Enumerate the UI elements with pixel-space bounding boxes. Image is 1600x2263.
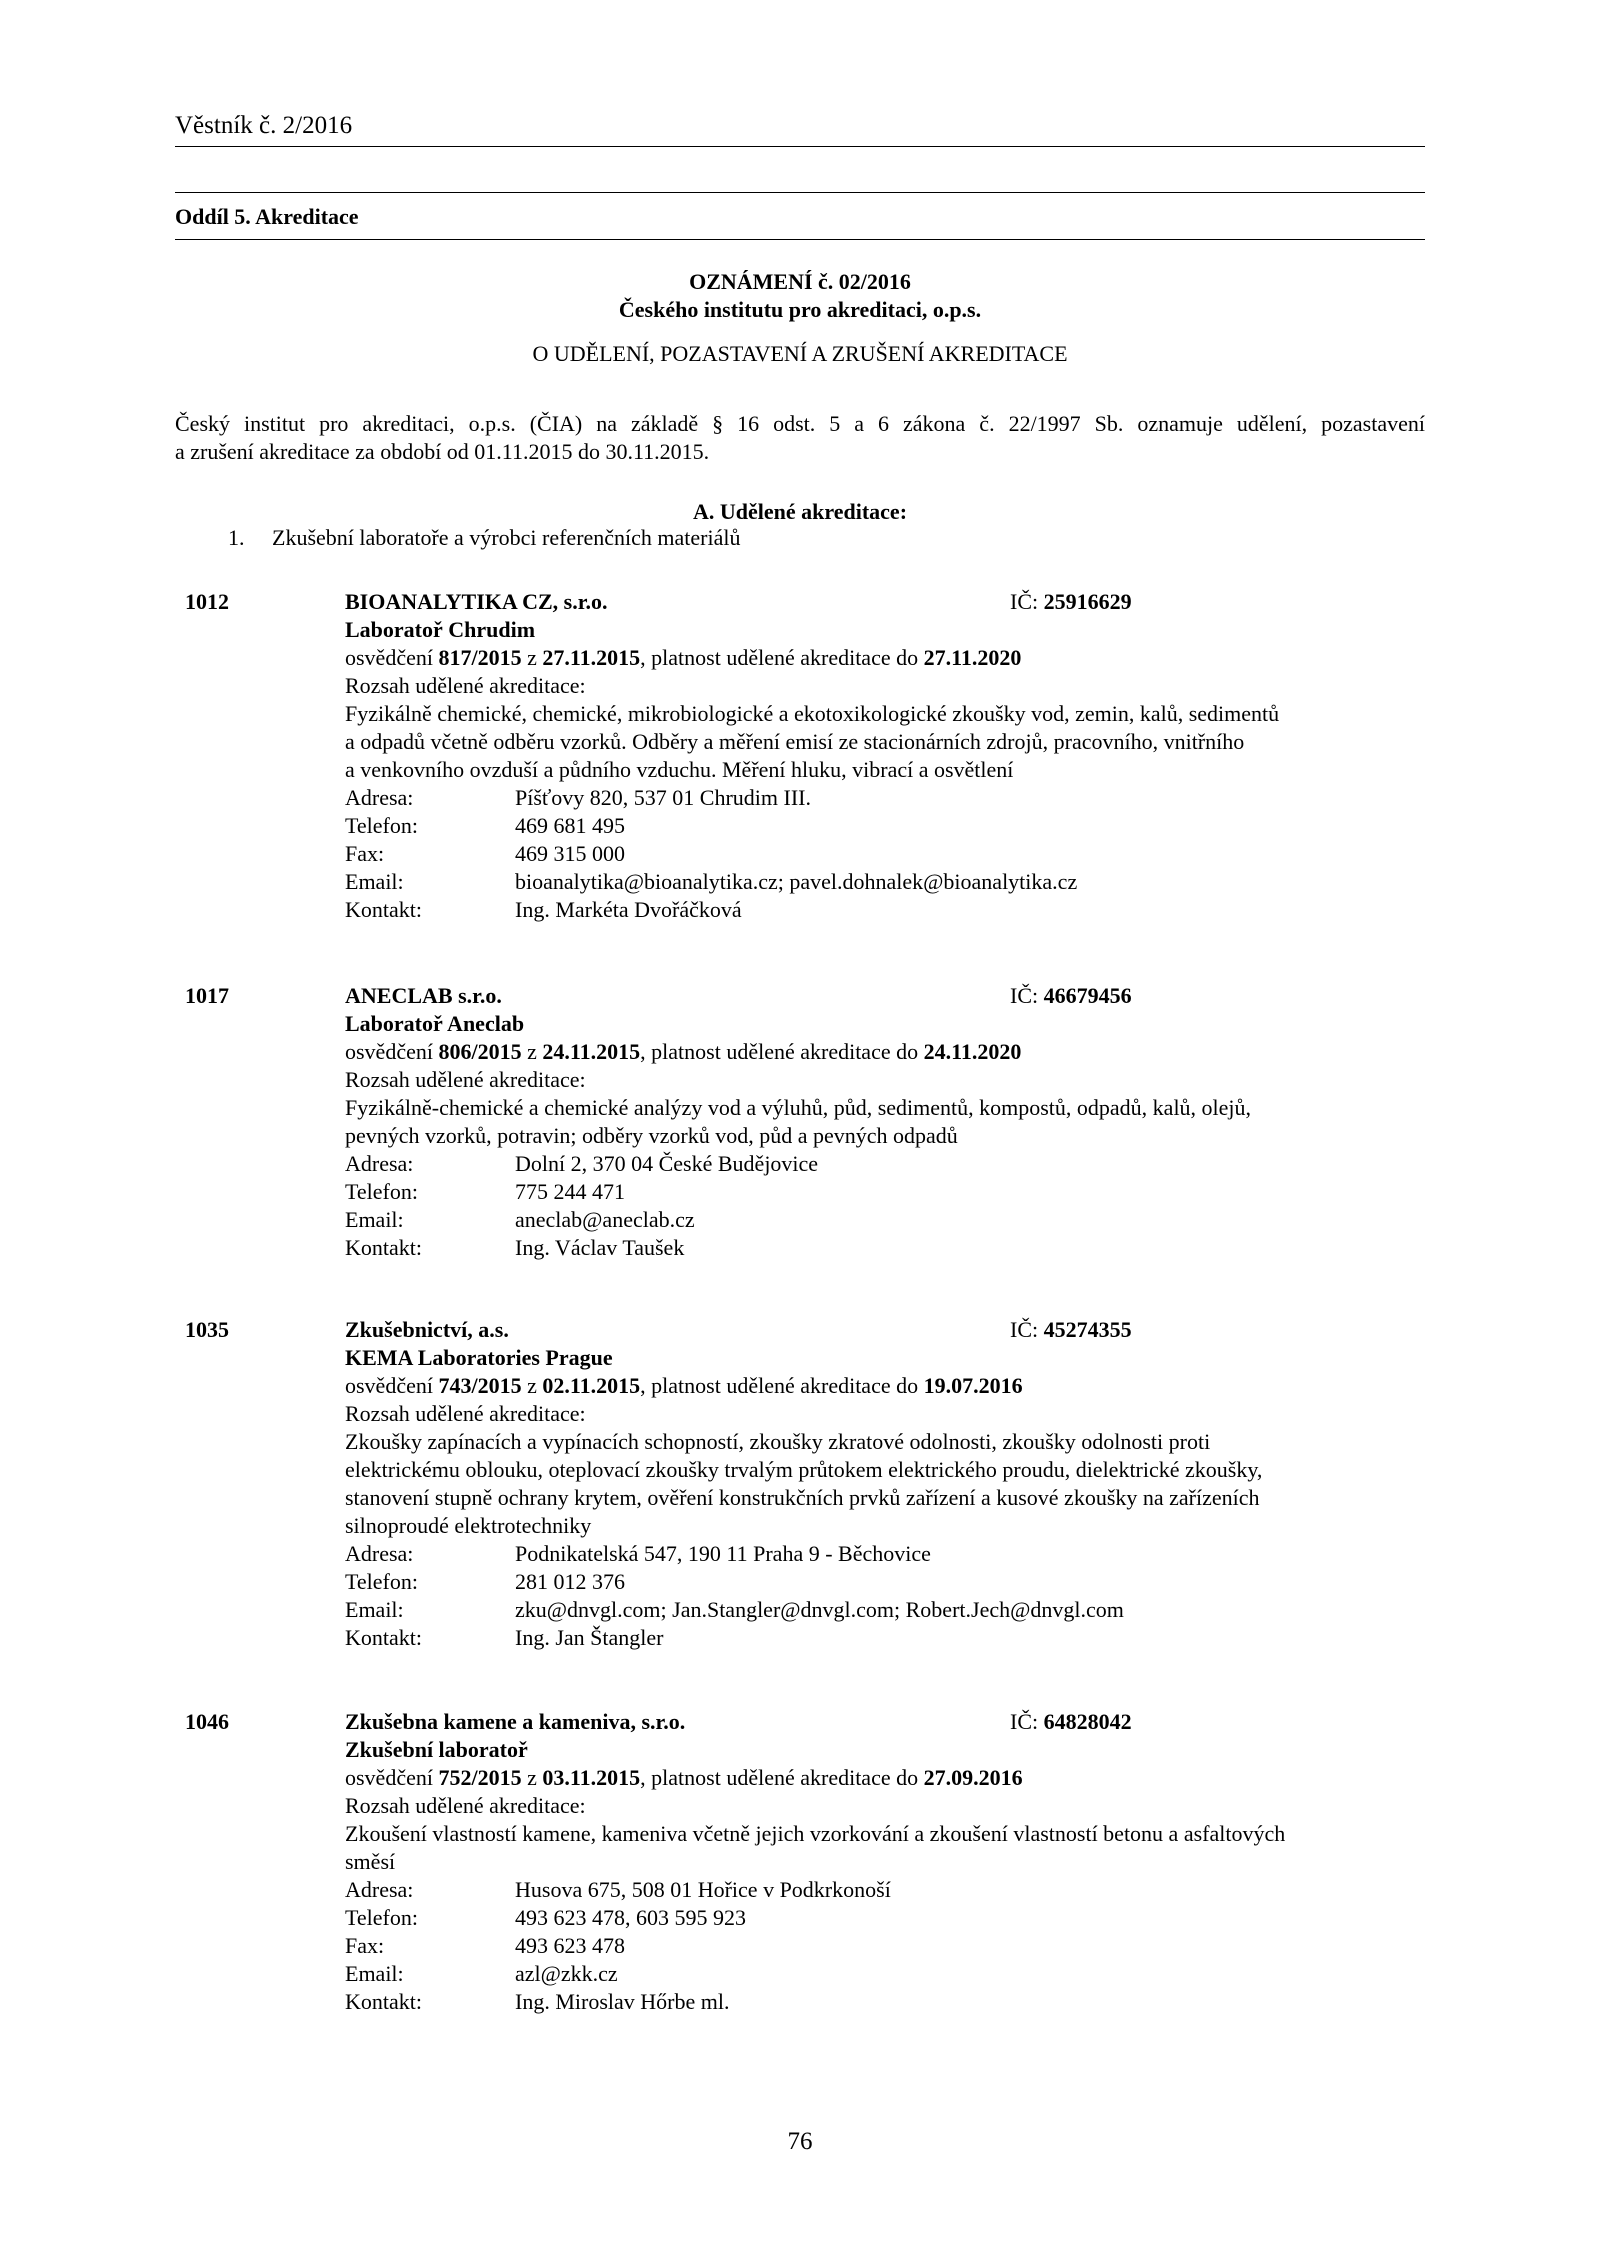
scope-text: Fyzikálně chemické, chemické, mikrobiologické a ekotoxikologické zkoušky vod, zemin, kalů, sedimentů a odpadů včetně odběru vzorků. Odběry a měření emisí ze stacionárních zdrojů, pracovního, vnitřního a venkovního ovzduší a půdního vzduchu. Měření hluku, vibrací a osvětlení — [345, 701, 1280, 782]
phone-row: Telefon: 469 681 495 — [345, 813, 625, 838]
page-number: 76 — [787, 2128, 813, 2155]
section-rule-bottom — [175, 239, 1425, 240]
contact-row: Kontakt: Ing. Markéta Dvořáčková — [345, 897, 742, 922]
address-row: Adresa: Dolní 2, 370 04 České Budějovice — [345, 1151, 819, 1176]
fax-row: Fax: 493 623 478 — [345, 1933, 625, 1958]
contact-row: Kontakt: Ing. Miroslav Hőrbe ml. — [345, 1989, 730, 2014]
announcement-title: OZNÁMENÍ č. 02/2016 — [689, 269, 911, 294]
certificate-line: osvědčení 743/2015 z 02.11.2015, platnost udělené akreditace do 19.07.2016 — [345, 1373, 1023, 1398]
journal-title: Věstník č. 2/2016 — [175, 112, 353, 139]
intro-line: a zrušení akreditace za období od 01.11.2015 do 30.11.2015. — [175, 439, 710, 464]
entry-body — [345, 1708, 1375, 2016]
lab-name: Laboratoř Chrudim — [345, 617, 536, 642]
scope-text: Zkoušení vlastností kamene, kameniva včetně jejich vzorkování a zkoušení vlastností betonu a asfaltových směsí — [345, 1821, 1286, 1874]
section-a-item-number: 1. — [228, 525, 245, 550]
entry-number: 1035 — [185, 1317, 229, 1342]
entry-number: 1017 — [185, 983, 229, 1008]
company-name: Zkušebnictví, a.s. — [345, 1317, 509, 1342]
phone-row: Telefon: 775 244 471 — [345, 1179, 625, 1204]
section-rule-top — [175, 192, 1425, 193]
company-name: Zkušebna kamene a kameniva, s.r.o. — [345, 1709, 686, 1734]
company-name: ANECLAB s.r.o. — [345, 983, 502, 1008]
scope-label: Rozsah udělené akreditace: — [345, 1793, 586, 1818]
announcement-subject: O UDĚLENÍ, POZASTAVENÍ A ZRUŠENÍ AKREDITACE — [532, 341, 1068, 366]
announcement-issuer: Českého institutu pro akreditaci, o.p.s. — [618, 297, 982, 322]
entry-body — [345, 1316, 1375, 1652]
company-id: IČ: 45274355 — [1010, 1317, 1132, 1342]
scope-label: Rozsah udělené akreditace: — [345, 1067, 586, 1092]
entry-number: 1046 — [185, 1709, 229, 1734]
scope-label: Rozsah udělené akreditace: — [345, 673, 586, 698]
scope-text: Zkoušky zapínacích a vypínacích schopností, zkoušky zkratové odolnosti, zkoušky odolnosti proti elektrickému oblouku, oteplovací zkoušky trvalým průtokem elektrického proudu, dielektrické zkoušky, stanovení stupně ochrany krytem, ověření konstrukčních prvků zařízení a kusové zkoušky na zařízeních silnoproudé elektrotechniky — [345, 1429, 1263, 1538]
email-row: Email: bioanalytika@bioanalytika.cz; pavel.dohnalek@bioanalytika.cz — [345, 869, 1078, 894]
entry-number: 1012 — [185, 589, 229, 614]
header-rule — [175, 146, 1425, 147]
certificate-line: osvědčení 817/2015 z 27.11.2015, platnost udělené akreditace do 27.11.2020 — [345, 645, 1022, 670]
entry-body — [345, 588, 1375, 924]
intro-line: Český institut pro akreditaci, o.p.s. (ČIA) na základě § 16 odst. 5 a 6 zákona č. 22/1997 Sb. oznamuje udělení, pozastavení — [175, 411, 1425, 436]
scope-label: Rozsah udělené akreditace: — [345, 1401, 586, 1426]
section-a-title: A. Udělené akreditace: — [692, 499, 908, 524]
company-id: IČ: 46679456 — [1010, 983, 1132, 1008]
address-row: Adresa: Píšťovy 820, 537 01 Chrudim III. — [345, 785, 812, 810]
company-id: IČ: 25916629 — [1010, 589, 1132, 614]
email-row: Email: aneclab@aneclab.cz — [345, 1207, 695, 1232]
lab-name: Zkušební laboratoř — [345, 1737, 528, 1762]
address-row: Adresa: Podnikatelská 547, 190 11 Praha 9 - Běchovice — [345, 1541, 931, 1566]
company-id: IČ: 64828042 — [1010, 1709, 1132, 1734]
certificate-line: osvědčení 752/2015 z 03.11.2015, platnost udělené akreditace do 27.09.2016 — [345, 1765, 1023, 1790]
contact-row: Kontakt: Ing. Jan Štangler — [345, 1625, 664, 1650]
email-row: Email: azl@zkk.cz — [345, 1961, 618, 1986]
announcement-intro — [175, 410, 1425, 466]
fax-row: Fax: 469 315 000 — [345, 841, 625, 866]
entry-body — [345, 982, 1375, 1262]
phone-row: Telefon: 493 623 478, 603 595 923 — [345, 1905, 746, 1930]
section-a-item-label: Zkušební laboratoře a výrobci referenčních materiálů — [272, 525, 741, 550]
scope-text: Fyzikálně-chemické a chemické analýzy vod a výluhů, půd, sedimentů, kompostů, odpadů, kalů, olejů, pevných vzorků, potravin; odběry vzorků vod, půd a pevných odpadů — [345, 1095, 1252, 1148]
phone-row: Telefon: 281 012 376 — [345, 1569, 625, 1594]
company-name: BIOANALYTIKA CZ, s.r.o. — [345, 589, 608, 614]
address-row: Adresa: Husova 675, 508 01 Hořice v Podkrkonoší — [345, 1877, 891, 1902]
lab-name: KEMA Laboratories Prague — [345, 1345, 613, 1370]
certificate-line: osvědčení 806/2015 z 24.11.2015, platnost udělené akreditace do 24.11.2020 — [345, 1039, 1022, 1064]
contact-row: Kontakt: Ing. Václav Taušek — [345, 1235, 685, 1260]
email-row: Email: zku@dnvgl.com; Jan.Stangler@dnvgl.com; Robert.Jech@dnvgl.com — [345, 1597, 1124, 1622]
lab-name: Laboratoř Aneclab — [345, 1011, 525, 1036]
section-title: Oddíl 5. Akreditace — [175, 204, 359, 229]
